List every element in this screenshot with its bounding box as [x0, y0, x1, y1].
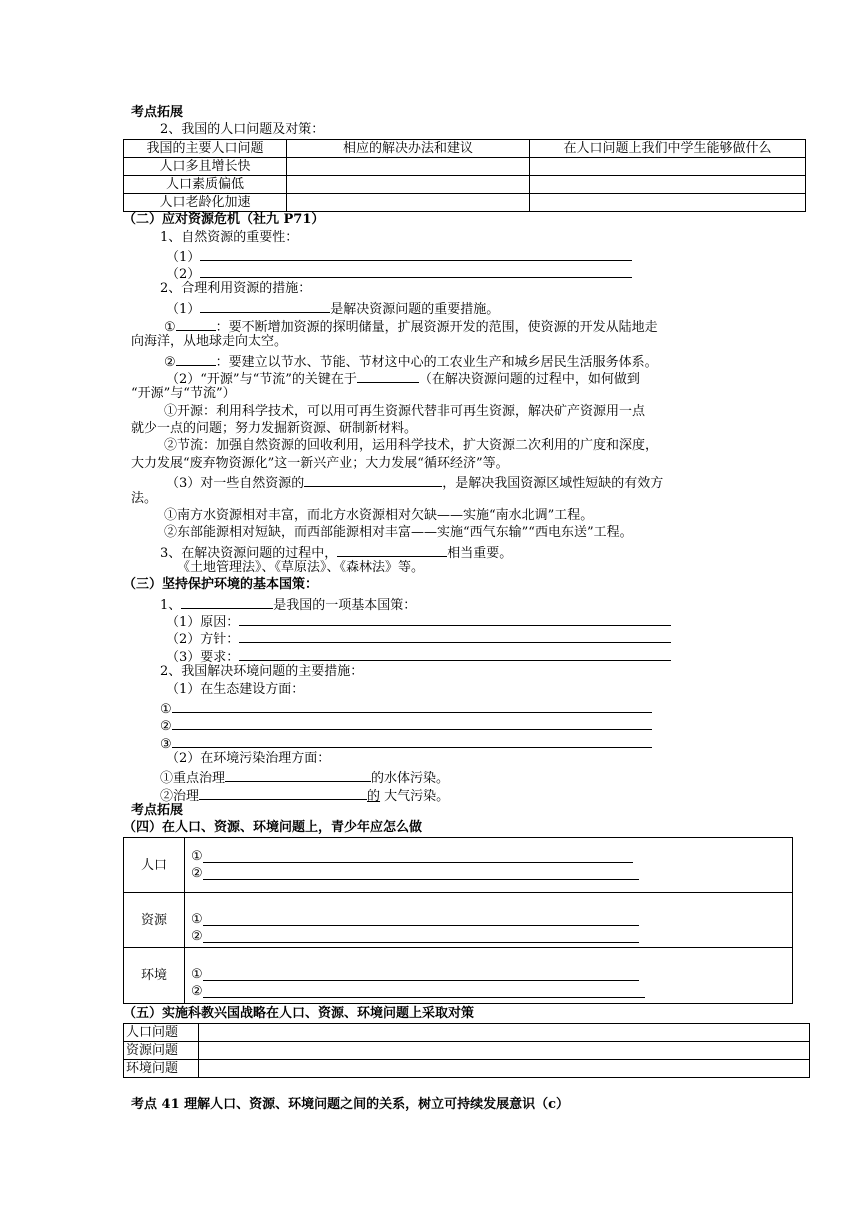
para: ②治理 的 大气污染。	[160, 785, 449, 805]
para: ①	[160, 698, 652, 718]
blank[interactable]	[225, 767, 371, 782]
blank[interactable]	[176, 316, 216, 331]
strategy-table	[123, 1023, 810, 1078]
table-cell[interactable]	[287, 176, 530, 194]
youth-section-title: （四）在人口、资源、环境问题上，青少年应怎么做	[123, 820, 423, 835]
para: 1、 是我国的一项基本国策：	[160, 594, 416, 614]
environment-section-title: （三）坚持保护环境的基本国策：	[123, 577, 319, 592]
para: （1）在生态建设方面：	[166, 682, 305, 697]
para: 就少一点的问题；努力发掘新资源、研制新材料。	[131, 421, 418, 436]
para: 3、在解决资源问题的过程中， 相当重要。	[160, 542, 512, 562]
population-table	[123, 139, 806, 212]
blank[interactable]	[203, 928, 639, 943]
para: （1）原因：	[166, 611, 671, 631]
para: 2、合理利用资源的措施：	[160, 281, 312, 296]
answer-line: ②	[191, 983, 786, 1000]
para: ②节流：加强自然资源的回收利用，运用科学技术，扩大资源二次利用的广度和深度，	[164, 438, 659, 453]
table-row-label: 人口多且增长快	[124, 158, 287, 176]
para: ①重点治理 的水体污染。	[160, 767, 449, 787]
blank[interactable]	[357, 368, 419, 383]
table-cell[interactable]	[530, 194, 806, 212]
para: ②	[160, 715, 652, 735]
table-header: 相应的解决办法和建议	[287, 140, 530, 158]
blank[interactable]	[239, 646, 671, 661]
blank[interactable]	[203, 911, 639, 926]
answer-line: ①	[191, 911, 786, 928]
para: （1）	[166, 246, 632, 266]
para: 法。	[131, 491, 158, 506]
para: （3）要求：	[166, 646, 671, 666]
table-cell[interactable]	[530, 176, 806, 194]
table-cell[interactable]	[199, 1042, 810, 1060]
table-row-label: 资源	[124, 893, 185, 948]
blank[interactable]	[172, 715, 652, 730]
para: （2）	[166, 263, 632, 283]
blank[interactable]	[203, 865, 639, 880]
table-cell[interactable]	[185, 893, 793, 948]
answer-line: ②	[191, 928, 786, 945]
para: ① ：要不断增加资源的探明储量，扩展资源开发的范围，使资源的开发从陆地走	[164, 316, 658, 336]
para: （1） 是解决资源问题的重要措施。	[166, 298, 499, 318]
resource-section-title: （二）应对资源危机（社九 P71）	[123, 212, 325, 227]
blank[interactable]	[176, 351, 216, 366]
table-row-label: 人口老龄化加速	[124, 194, 287, 212]
blank[interactable]	[200, 246, 632, 261]
blank[interactable]	[200, 298, 330, 313]
answer-line: ②	[191, 865, 786, 882]
para: （2）“开源”与“节流”的关键在于 （在解决资源问题的过程中，如何做到	[166, 368, 640, 388]
para: 《土地管理法》、《草原法》、《森林法》等。	[177, 560, 425, 575]
blank[interactable]	[181, 594, 273, 609]
table-header: 我国的主要人口问题	[124, 140, 287, 158]
blank[interactable]	[304, 472, 442, 487]
table-header: 在人口问题上我们中学生能够做什么	[530, 140, 806, 158]
para: ①开源：利用科学技术，可以用可再生资源代替非可再生资源，解决矿产资源用一点	[164, 404, 646, 419]
table-row-label: 环境问题	[124, 1060, 199, 1078]
blank[interactable]	[239, 611, 671, 626]
answer-line: ①	[191, 966, 786, 983]
table-cell[interactable]	[199, 1060, 810, 1078]
para: “开源”与“节流”）	[131, 386, 236, 401]
blank[interactable]	[239, 628, 671, 643]
para: ①南方水资源相对丰富，而北方水资源相对欠缺——实施“南水北调”工程。	[164, 508, 594, 523]
answer-line: ①	[191, 848, 786, 865]
footer-kaodian-41: 考点 41 理解人口、资源、环境问题之间的关系，树立可持续发展意识（c）	[131, 1097, 570, 1112]
blank[interactable]	[172, 733, 652, 748]
blank[interactable]	[203, 848, 633, 863]
blank[interactable]	[203, 966, 639, 981]
strategy-section-title: （五）实施科教兴国战略在人口、资源、环境问题上采取对策	[123, 1006, 475, 1021]
para: （2）在环境污染治理方面：	[166, 751, 331, 766]
kaodian-heading-1: 考点拓展	[131, 105, 184, 120]
kaodian-heading-2: 考点拓展	[131, 803, 184, 818]
table-row-label: 资源问题	[124, 1042, 199, 1060]
youth-table	[123, 837, 793, 1004]
para: 向海洋，从地球走向太空。	[131, 334, 288, 349]
table-cell[interactable]	[287, 194, 530, 212]
para: ③	[160, 733, 652, 753]
para: （3）对一些自然资源的 ，是解决我国资源区域性短缺的有效方	[166, 472, 663, 492]
blank[interactable]	[199, 785, 367, 800]
table-cell[interactable]	[185, 948, 793, 1004]
table-row-label: 人口问题	[124, 1024, 199, 1042]
para: （2）方针：	[166, 628, 671, 648]
para: ②东部能源相对短缺，而西部能源相对丰富——实施“西气东输”“西电东送”工程。	[164, 525, 633, 540]
table-row-label: 人口	[124, 838, 185, 893]
table-cell[interactable]	[287, 158, 530, 176]
table-cell[interactable]	[185, 838, 793, 893]
table-cell[interactable]	[199, 1024, 810, 1042]
table-row-label: 环境	[124, 948, 185, 1004]
para: ② ：要建立以节水、节能、节材这中心的工农业生产和城乡居民生活服务体系。	[164, 351, 658, 371]
blank[interactable]	[172, 698, 652, 713]
blank[interactable]	[337, 542, 447, 557]
population-section-title: 2、我国的人口问题及对策：	[160, 122, 325, 137]
para: 大力发展“废弃物资源化”这一新兴产业；大力发展“循环经济”等。	[131, 456, 509, 471]
blank[interactable]	[203, 983, 645, 998]
table-row-label: 人口素质偏低	[124, 176, 287, 194]
blank[interactable]	[200, 263, 632, 278]
para: 1、自然资源的重要性：	[160, 230, 299, 245]
para: 2、我国解决环境问题的主要措施：	[160, 664, 364, 679]
table-cell[interactable]	[530, 158, 806, 176]
